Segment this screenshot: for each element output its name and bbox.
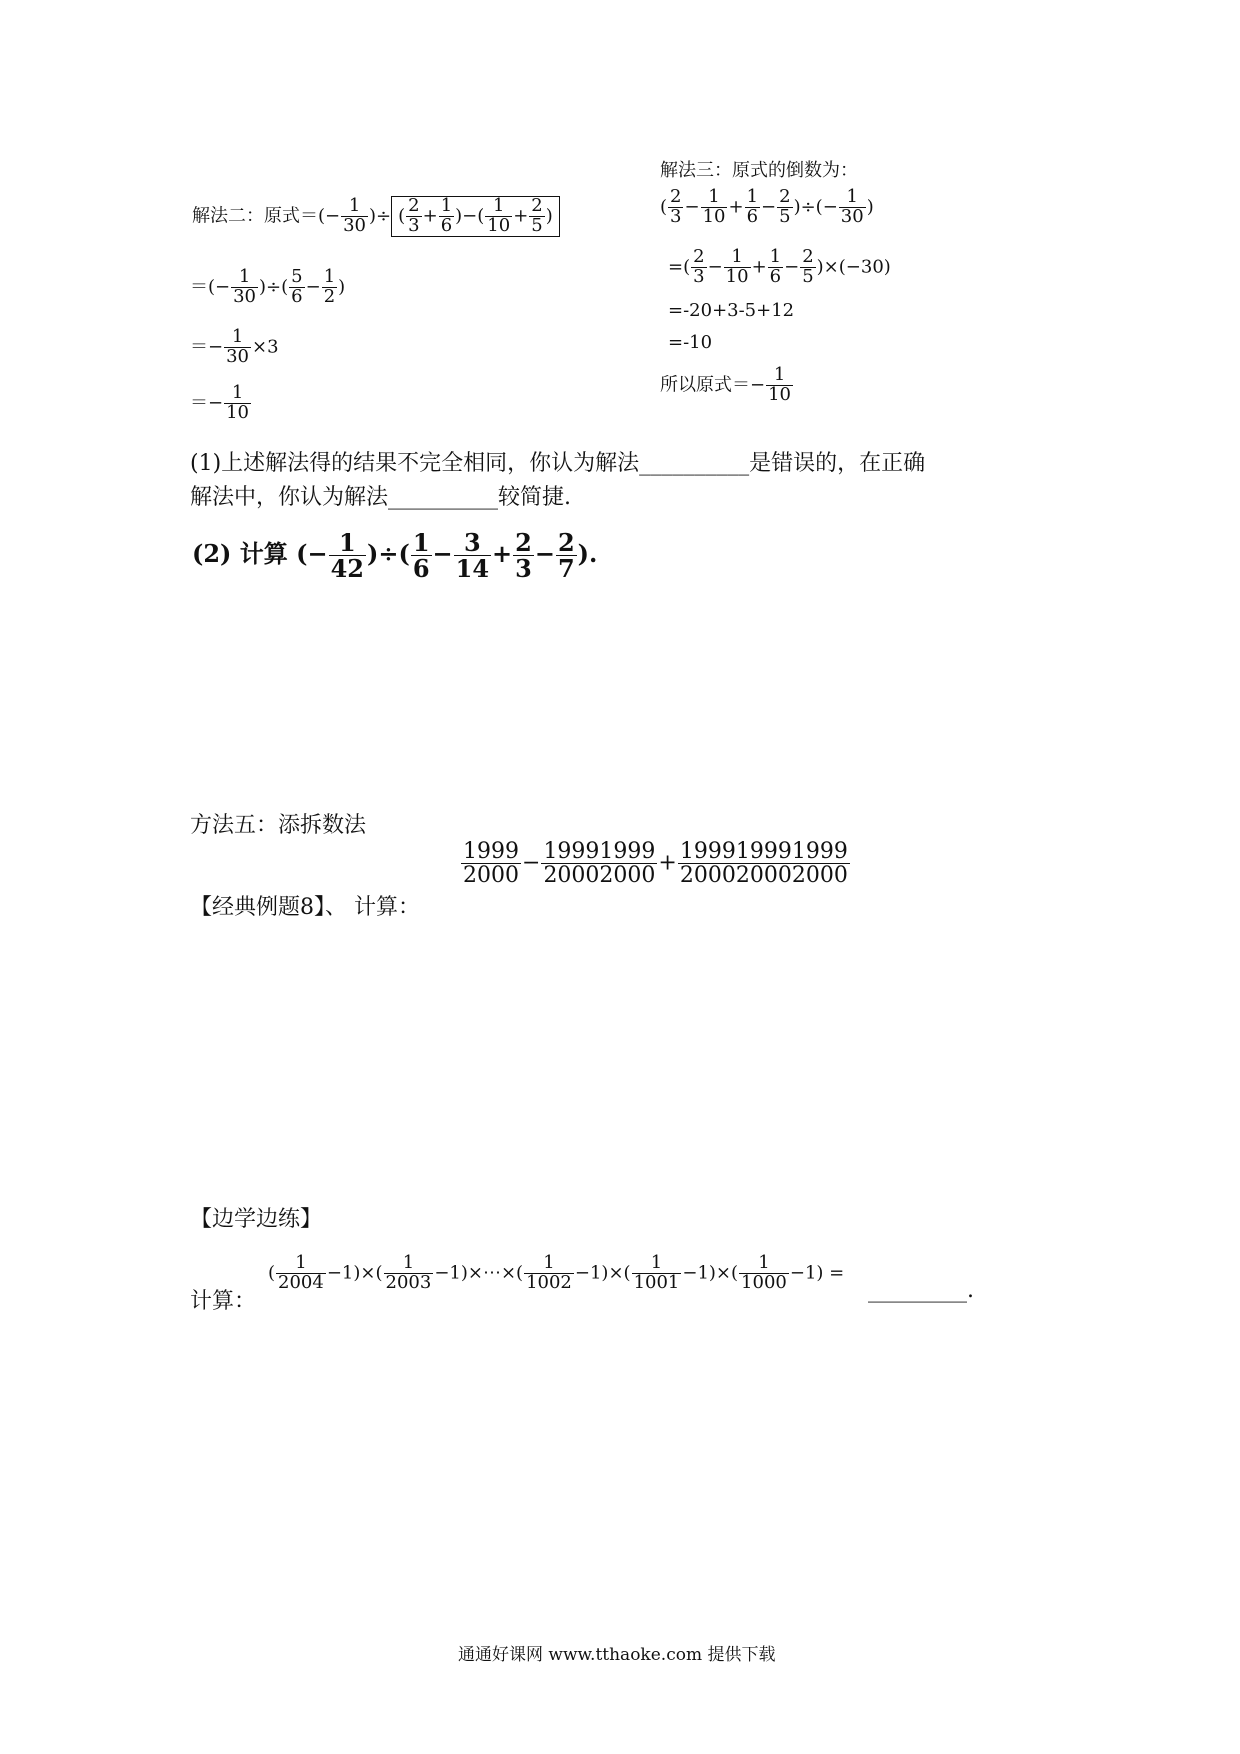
solution3-line2: =-20+3-5+12 <box>668 300 795 321</box>
question1-line2: 解法中，你认为解法__________较简捷. <box>190 485 571 510</box>
question2: (2) 计算 (− $\frac{1}{42}$ )÷( $\frac{1}{6}$ − $\frac{3}{14}$ + $\frac{2}{3}$ − $\frac{2}{7}$ ). <box>192 528 598 584</box>
fraction: $\frac{1}{30}$ <box>226 326 249 367</box>
solution3-line1: ( $\frac{2}{3}$ − $\frac{1}{10}$ + $\frac{1}{6}$ − $\frac{2}{5}$ )÷(− $\frac{1}{30}$ ) <box>660 186 874 227</box>
solution2-line4: ＝− $\frac{1}{10}$ <box>190 382 249 423</box>
method5-title: 方法五：添拆数法 <box>190 813 367 838</box>
solution3-conclusion: 所以原式＝− $\frac{1}{10}$ <box>660 364 791 405</box>
square-bracket: ( $\frac{2}{3}$ + $\frac{1}{6}$ )−( $\frac{1}{10}$ + $\frac{2}{5}$ ) <box>391 196 560 237</box>
question1-line1: (1)上述解法得的结果不完全相同，你认为解法__________是错误的，在正确 <box>190 451 926 476</box>
solution3-line1b: =( $\frac{2}{3}$ − $\frac{1}{10}$ + $\frac{1}{6}$ − $\frac{2}{5}$ )×(−30) <box>668 246 891 287</box>
solution2-line1: 解法二：原式＝(− $\frac{1}{30}$ )÷ ( $\frac{2}{3}$ + $\frac{1}{6}$ )−( $\frac{1}{10}$ + $\frac{2}{5}$ ) <box>192 196 560 237</box>
practice-label: 计算： <box>190 1289 257 1314</box>
method5-example-label: 【经典例题8】、 计算： <box>190 895 420 920</box>
practice-blank: _________. <box>868 1278 974 1303</box>
solution2-line3: ＝− $\frac{1}{30}$ ×3 <box>190 326 279 367</box>
fraction: $\frac{1}{30}$ <box>343 195 367 236</box>
practice-expression: ( $\frac{1}{2004}$ −1)×( $\frac{1}{2003}$ −1)×⋯×( $\frac{1}{1002}$ −1)×( $\frac{1}{1001}$ −1)×( $\frac{1}{1000}$ −1) = <box>268 1252 845 1293</box>
solution2-line2: ＝(− $\frac{1}{30}$ )÷( $\frac{5}{6}$ − $\frac{1}{2}$ ) <box>190 266 346 307</box>
question2-label: (2) 计算 <box>192 539 288 569</box>
footer: 通通好课网 www.tthaoke.com 提供下载 <box>458 1645 776 1665</box>
solution2-label: 解法二： <box>192 205 264 227</box>
method5-expression: $\frac{1999}{2000}$ − $\frac{19991999}{20002000}$ + $\frac{199919991999}{200020002000}$ <box>463 839 848 889</box>
fraction: $\frac{1}{10}$ <box>226 382 249 423</box>
solution3-label: 解法三：原式的倒数为： <box>660 160 858 181</box>
fraction: $\frac{1}{30}$ <box>233 266 257 307</box>
fraction: $\frac{1}{10}$ <box>768 364 791 405</box>
practice-title: 【边学边练】 <box>190 1207 323 1232</box>
solution3-line3: =-10 <box>668 332 713 353</box>
